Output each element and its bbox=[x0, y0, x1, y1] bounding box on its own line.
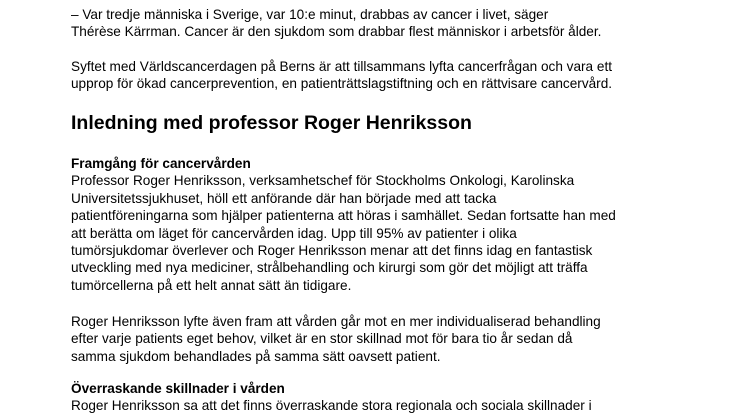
subsection-title: Framgång för cancervården bbox=[71, 156, 251, 171]
text-line: upprop för ökad cancerprevention, en patienträttslagstiftning och en rättvisare cancervård. bbox=[71, 76, 613, 92]
subsection-title: Överraskande skillnader i vården bbox=[71, 381, 285, 396]
text-line: Roger Henriksson sa att det finns överraskande stora regionala och sociala skillnader i bbox=[71, 398, 592, 414]
text-line: tumörcellerna på ett helt annat sätt än tidigare. bbox=[71, 277, 352, 293]
text-line: samma sjukdom behandlades på samma sätt oavsett patient. bbox=[71, 348, 441, 364]
intro-purpose bbox=[71, 58, 612, 93]
section-skillnader bbox=[71, 380, 592, 415]
intro-quote bbox=[71, 6, 601, 41]
text-line: Professor Roger Henriksson, verksamhetschef för Stockholms Onkologi, Karolinska bbox=[71, 173, 575, 189]
text-line: – Var tredje människa i Sverige, var 10:e minut, drabbas av cancer i livet, säger bbox=[71, 7, 549, 22]
text-line: Thérèse Kärrman. Cancer är den sjukdom som drabbar flest människor i arbetsför ålder. bbox=[71, 24, 602, 40]
body-paragraph-individualized bbox=[71, 313, 601, 365]
section-heading: Inledning med professor Roger Henriksson bbox=[71, 112, 472, 134]
text-line: tumörsjukdomar överlever och Roger Henriksson menar att det finns idag en fantastisk bbox=[71, 243, 593, 259]
text-line: utveckling med nya mediciner, strålbehandling och kirurgi som gör det möjligt att träffa bbox=[71, 260, 588, 276]
text-line: Syftet med Världscancerdagen på Berns är att tillsammans lyfta cancerfrågan och vara ett bbox=[71, 59, 612, 74]
body-paragraph bbox=[71, 172, 616, 294]
section-framgang bbox=[71, 155, 616, 294]
text-line: patientföreningarna som hjälper patienterna att höras i samhället. Sedan fortsatte han med bbox=[71, 208, 616, 224]
body-paragraph bbox=[71, 397, 592, 414]
text-line: Roger Henriksson lyfte även fram att vården går mot en mer individualiserad behandling bbox=[71, 314, 601, 329]
text-line: att berätta om läget för cancervården idag. Upp till 95% av patienter i olika bbox=[71, 225, 517, 241]
text-line: Universitetssjukhuset, höll ett anförande där han började med att tacka bbox=[71, 190, 497, 206]
text-line: efter varje patients eget behov, vilket är en stor skillnad mot för bara tio år sedan då bbox=[71, 331, 573, 347]
